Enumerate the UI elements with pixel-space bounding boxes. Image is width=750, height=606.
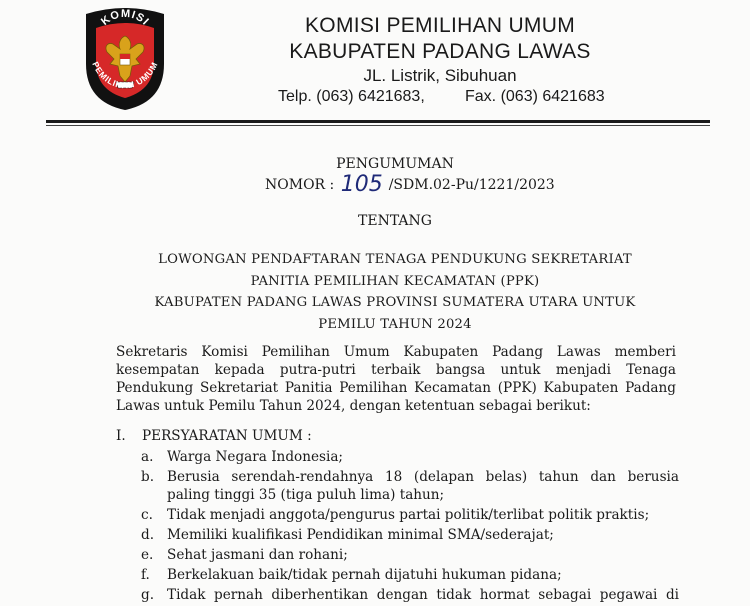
announcement-title: [0, 249, 750, 335]
list-item-text: Berusia serendah-rendahnya 18 (delapan belas) tahun dan berusia: [167, 469, 679, 485]
list-item-letter: d.: [141, 527, 155, 543]
tentang-heading: TENTANG: [358, 213, 432, 229]
section-heading: [116, 428, 312, 444]
svg-text:PEMILIHAN UMUM: PEMILIHAN UMUM: [90, 60, 160, 91]
intro-paragraph: [116, 343, 676, 415]
list-item: [141, 566, 681, 586]
org-name-line2: KABUPATEN PADANG LAWAS: [289, 40, 591, 63]
letterhead-rule-thin: [46, 125, 710, 126]
org-address: JL. Listrik, Sibuhuan: [363, 66, 517, 85]
nomor-label: NOMOR :: [265, 177, 335, 193]
title-line: KABUPATEN PADANG LAWAS PROVINSI SUMATERA UTARA UNTUK: [154, 295, 636, 310]
intro-line: Pendukung Sekretariat Panitia Pemilihan Kecamatan (PPK) Kabupaten Padang: [116, 380, 676, 396]
list-item: [141, 448, 681, 468]
title-line: PEMILU TAHUN 2024: [318, 316, 472, 332]
list-item: [141, 586, 681, 606]
list-item-text: Memiliki kualifikasi Pendidikan minimal SMA/sederajat;: [167, 527, 554, 543]
nomor-handwritten: 105: [340, 172, 383, 197]
org-name-line1: KOMISI PEMILIHAN UMUM: [305, 14, 575, 37]
list-item: [141, 506, 681, 526]
list-item-text: Tidak pernah diberhentikan dengan tidak hormat sebagai pegawai di: [167, 587, 679, 603]
list-item-letter: e.: [141, 547, 154, 563]
list-item-text: Sehat jasmani dan rohani;: [167, 547, 348, 563]
list-item-letter: f.: [141, 567, 150, 583]
section-title: PERSYARATAN UMUM :: [142, 428, 312, 444]
list-item: [141, 526, 681, 546]
title-line: PANITIA PEMILIHAN KECAMATAN (PPK): [250, 273, 540, 289]
intro-line: Sekretaris Komisi Pemilihan Umum Kabupaten Padang Lawas memberi: [116, 344, 676, 360]
list-item-text-continued: paling tinggi 35 (tiga puluh lima) tahun;: [167, 487, 445, 503]
title-line: LOWONGAN PENDAFTARAN TENAGA PENDUKUNG SEKRETARIAT: [158, 252, 632, 267]
section-number: I.: [116, 428, 126, 444]
list-item-text: Tidak menjadi anggota/pengurus partai politik/terlibat politik praktis;: [167, 507, 650, 523]
list-item-letter: c.: [141, 507, 153, 523]
intro-line: kesempatan kepada putra-putri terbaik bangsa untuk menjadi Tenaga: [116, 362, 676, 378]
kpu-logo: [80, 4, 170, 114]
list-item-text: Berkelakuan baik/tidak pernah dijatuhi hukuman pidana;: [167, 567, 562, 583]
nomor-suffix: /SDM.02-Pu/1221/2023: [388, 177, 555, 193]
list-item: [141, 468, 681, 506]
letterhead-rule-thick: [46, 120, 710, 123]
list-item-letter: b.: [141, 469, 155, 485]
list-item-letter: g.: [141, 587, 155, 603]
list-item: [141, 546, 681, 566]
announcement-number: [265, 170, 555, 195]
org-fax: Fax. (063) 6421683: [465, 88, 605, 105]
svg-text:KOMISI: KOMISI: [99, 7, 152, 29]
announcement-heading: PENGUMUMAN: [336, 156, 454, 172]
intro-line: Lawas untuk Pemilu Tahun 2024, dengan ketentuan sebagai berikut:: [116, 398, 591, 414]
list-item-letter: a.: [141, 449, 154, 465]
org-telephone: Telp. (063) 6421683,: [278, 88, 425, 105]
requirements-list: [141, 448, 681, 606]
list-item-text: Warga Negara Indonesia;: [167, 449, 344, 465]
